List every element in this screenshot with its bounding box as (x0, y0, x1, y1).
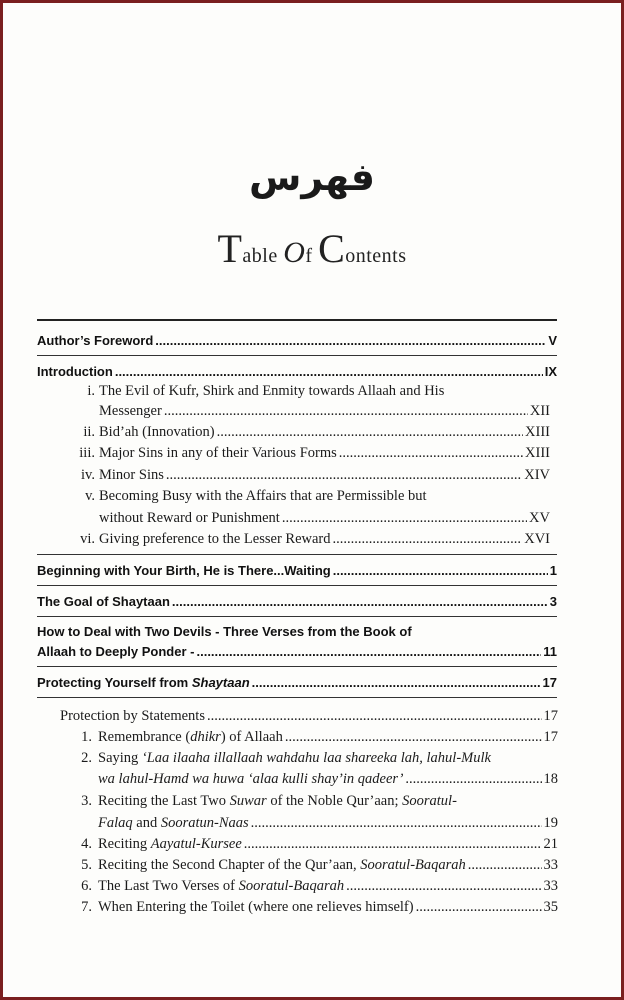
toc-subentry-3[interactable]: Falaq and Sooratun-Naas ..... 19 (98, 815, 558, 832)
toc-subentry-iv[interactable]: iv. Minor Sins ..... XIV (71, 467, 550, 484)
toc-subentry-v-line1[interactable]: v. Becoming Busy with the Affairs that are Permissible but (85, 488, 427, 504)
toc-subentry-3-line1[interactable]: 3. Reciting the Last Two Suwar of the Noble Qur’aan; Sooratul- (81, 793, 457, 809)
toc-subentry-vi[interactable]: vi. Giving preference to the Lesser Reward ..... XVI (71, 531, 550, 548)
toc-subentry-2-line1[interactable]: 2. Saying ‘Laa ilaaha illallaah wahdahu laa shareeka lah, lahul-Mulk (81, 750, 491, 766)
toc-subentry-6[interactable]: 6. The Last Two Verses of Sooratul-Baqarah ..... 33 (78, 878, 558, 895)
divider (37, 616, 557, 617)
divider (37, 697, 557, 698)
toc-subentry-i-line1[interactable]: i. The Evil of Kufr, Shirk and Enmity towards Allaah and His (87, 383, 445, 399)
toc-subentry-v[interactable]: without Reward or Punishment ..... XV (99, 510, 550, 527)
toc-subentry-i[interactable]: Messenger ..... XII (99, 403, 550, 420)
toc-entry-birth[interactable]: Beginning with Your Birth, He is There...Waiting ..... 1 (37, 563, 557, 578)
toc-entry-protecting[interactable]: Protecting Yourself from Shaytaan ..... 17 (37, 675, 557, 690)
toc-subentry-1[interactable]: 1. Remembrance (dhikr) of Allaah ..... 17 (78, 729, 558, 746)
toc-entry-devils[interactable]: Allaah to Deeply Ponder - ..... 11 (37, 644, 557, 659)
toc-subentry-iii[interactable]: iii. Major Sins in any of their Various Forms ..... XIII (71, 445, 550, 462)
page-title: Table Of Contents (217, 226, 407, 271)
toc-subentry-2[interactable]: wa lahul-Hamd wa huwa ‘alaa kulli shay’in qadeer’ ..... 18 (98, 771, 558, 788)
divider (37, 585, 557, 586)
toc-subentry-4[interactable]: 4. Reciting Aayatul-Kursee ..... 21 (78, 836, 558, 853)
divider (37, 666, 557, 667)
toc-entry-introduction[interactable]: Introduction ..... IX (37, 364, 557, 379)
toc-subentry-7[interactable]: 7. When Entering the Toilet (where one relieves himself) ..... 35 (78, 899, 558, 916)
divider (37, 554, 557, 555)
toc-entry-foreword[interactable]: Author’s Foreword ..... V (37, 333, 557, 348)
top-rule (37, 319, 557, 321)
divider (37, 355, 557, 356)
toc-subentry-5[interactable]: 5. Reciting the Second Chapter of the Qur’aan, Sooratul-Baqarah ..... 33 (78, 857, 558, 874)
toc-subentry-statements[interactable]: Protection by Statements ..... 17 (60, 708, 558, 725)
toc-entry-goal[interactable]: The Goal of Shaytaan ..... 3 (37, 594, 557, 609)
arabic-heading: فهرس (248, 155, 376, 199)
toc-subentry-ii[interactable]: ii. Bid’ah (Innovation) ..... XIII (71, 424, 550, 441)
toc-entry-devils-line1[interactable]: How to Deal with Two Devils - Three Verses from the Book of (37, 624, 412, 639)
